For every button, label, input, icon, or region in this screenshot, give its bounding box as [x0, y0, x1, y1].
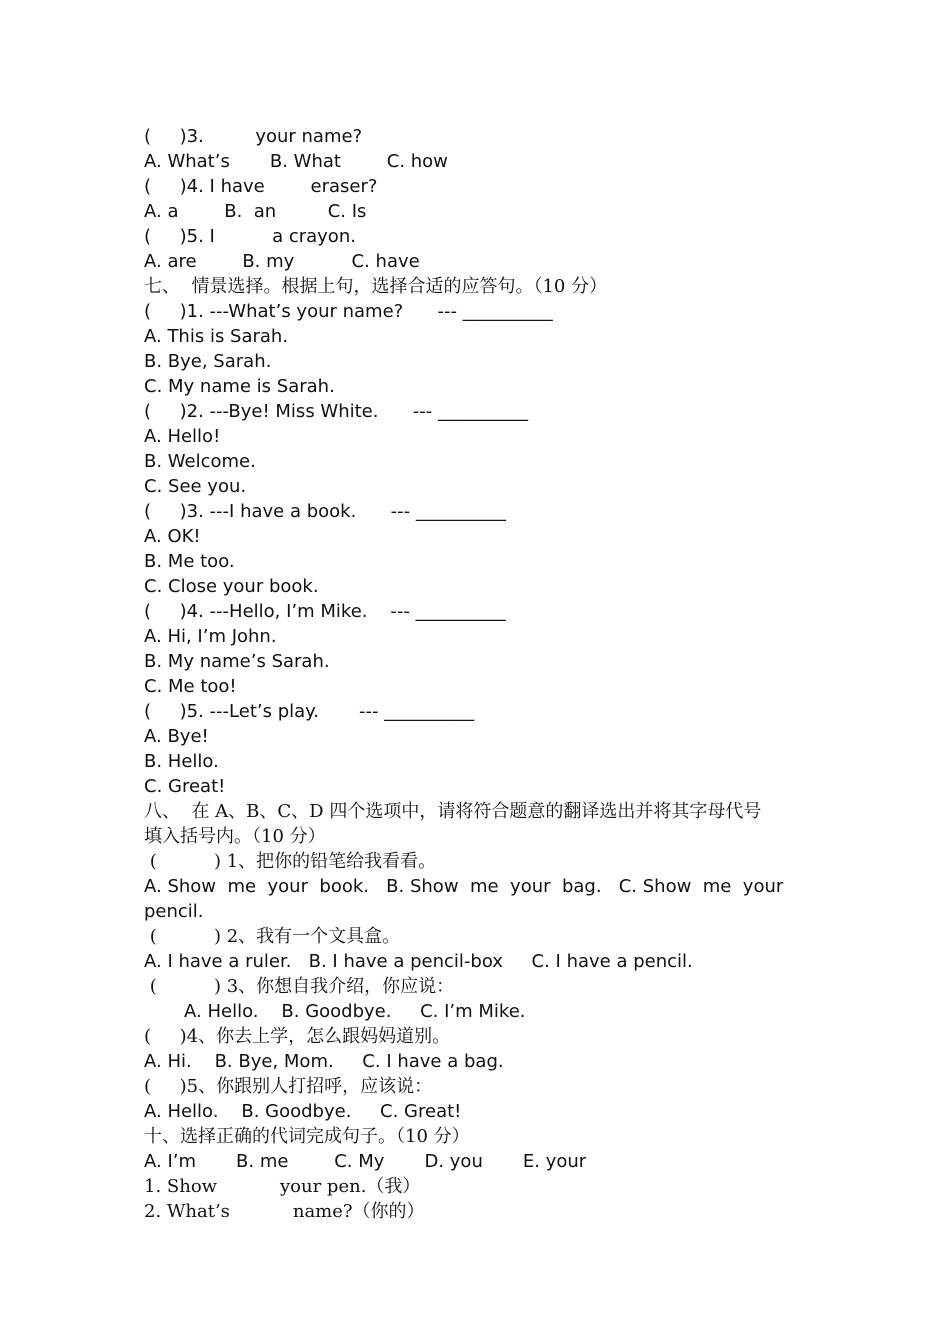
q7-3-option-c: C. Close your book.: [144, 576, 319, 597]
q8-2-options: A. I have a ruler. B. I have a pencil-box C. I have a pencil.: [144, 951, 693, 972]
section-8-heading: 八、 在 A、B、C、D 四个选项中，请将符合题意的翻译选出并将其字母代号: [144, 801, 762, 822]
q7-3-stem: ( )3. ---I have a book. --- __________: [144, 501, 506, 522]
q8-4-stem: ( )4、你去上学，怎么跟妈妈道别。: [144, 1026, 451, 1047]
q8-1-options: A. Show me your book. B. Show me your bag. C. Show me your: [144, 876, 784, 897]
q10-1-stem: 1. Show your pen.（我）: [144, 1176, 421, 1197]
q7-1-option-a: A. This is Sarah.: [144, 326, 289, 347]
q6-4-options: A. a B. an C. Is: [144, 201, 367, 222]
q8-1-stem: ( ) 1、把你的铅笔给我看看。: [144, 851, 437, 872]
q7-5-option-b: B. Hello.: [144, 751, 219, 772]
q7-1-stem: ( )1. ---What’s your name? --- __________: [144, 301, 553, 322]
q8-3-stem: ( ) 3、你想自我介绍，你应说：: [144, 976, 455, 997]
section-10-heading: 十、选择正确的代词完成句子。（10 分）: [144, 1126, 470, 1147]
q8-1-options-cont: pencil.: [144, 901, 204, 922]
q8-3-options: A. Hello. B. Goodbye. C. I’m Mike.: [144, 1001, 526, 1022]
q7-3-option-b: B. Me too.: [144, 551, 235, 572]
q7-5-option-a: A. Bye!: [144, 726, 209, 747]
q7-2-option-b: B. Welcome.: [144, 451, 256, 472]
q6-3-stem: ( )3. your name?: [144, 126, 363, 147]
q10-2-stem: 2. What’s name?（你的）: [144, 1201, 425, 1222]
q7-1-option-b: B. Bye, Sarah.: [144, 351, 272, 372]
section-8-heading-cont: 填入括号内。（10 分）: [144, 826, 326, 847]
section-7-heading: 七、 情景选择。根据上句，选择合适的应答句。（10 分）: [144, 276, 608, 297]
q6-5-stem: ( )5. I a crayon.: [144, 226, 356, 247]
q7-1-option-c: C. My name is Sarah.: [144, 376, 335, 397]
q7-4-stem: ( )4. ---Hello, I’m Mike. --- __________: [144, 601, 506, 622]
q7-4-option-b: B. My name’s Sarah.: [144, 651, 330, 672]
q8-5-stem: ( )5、你跟别人打招呼，应该说：: [144, 1076, 433, 1097]
q6-4-stem: ( )4. I have eraser?: [144, 176, 378, 197]
q7-2-stem: ( )2. ---Bye! Miss White. --- __________: [144, 401, 529, 422]
q6-3-options: A. What’s B. What C. how: [144, 151, 448, 172]
q7-5-stem: ( )5. ---Let’s play. --- __________: [144, 701, 475, 722]
q7-5-option-c: C. Great!: [144, 776, 226, 797]
q10-word-bank: A. I’m B. me C. My D. you E. your: [144, 1151, 587, 1172]
q8-5-options: A. Hello. B. Goodbye. C. Great!: [144, 1101, 462, 1122]
q8-2-stem: ( ) 2、我有一个文具盒。: [144, 926, 401, 947]
q7-2-option-c: C. See you.: [144, 476, 247, 497]
q7-4-option-c: C. Me too!: [144, 676, 237, 697]
q7-2-option-a: A. Hello!: [144, 426, 221, 447]
q6-5-options: A. are B. my C. have: [144, 251, 420, 272]
q8-4-options: A. Hi. B. Bye, Mom. C. I have a bag.: [144, 1051, 504, 1072]
q7-3-option-a: A. OK!: [144, 526, 201, 547]
q7-4-option-a: A. Hi, I’m John.: [144, 626, 277, 647]
